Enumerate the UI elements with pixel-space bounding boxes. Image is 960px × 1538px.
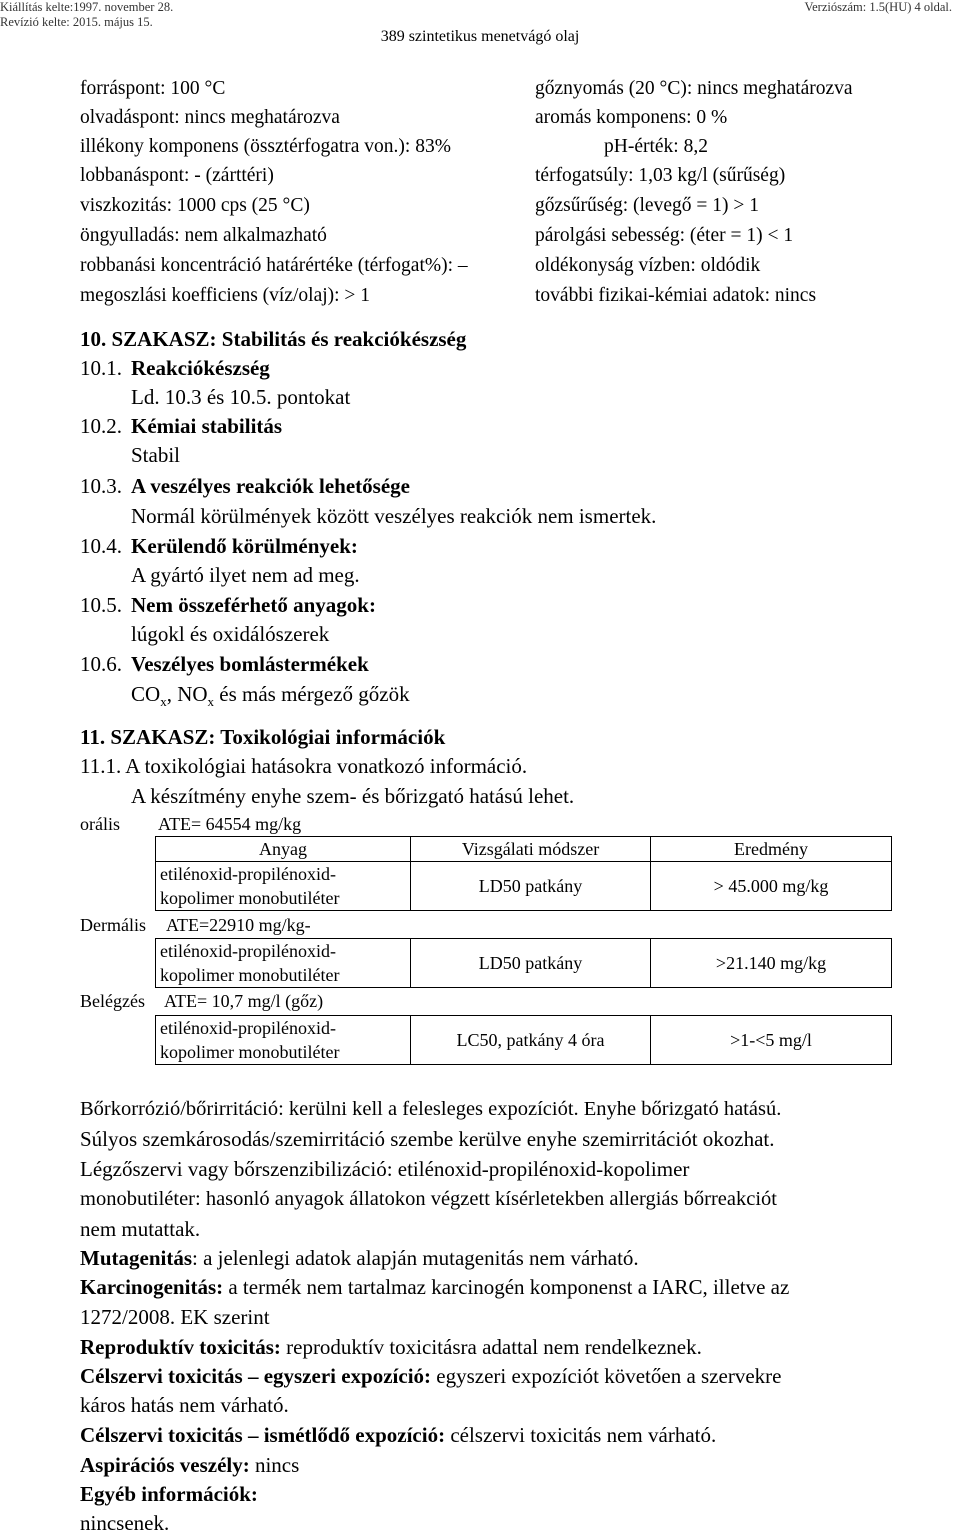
carcinogenicity-label: Karcinogenitás:: [80, 1275, 224, 1299]
tox-table-dermal: [155, 938, 892, 988]
subsection-heading: [80, 650, 369, 679]
subsection-11-1: 11.1. A toxikológiai hatásokra vonatkozó információ.: [80, 754, 528, 778]
reproductive-line: Reproduktív toxicitás: reproduktív toxicitásra adattal nem rendelkeznek.: [80, 1335, 702, 1359]
revision-date: Revízió kelte: 2015. május 15.: [0, 15, 153, 29]
sensitization-text-1: Légzőszervi vagy bőrszenzibilizáció: etilénoxid-propilénoxid-kopolimer: [80, 1157, 690, 1181]
table-cell-result: >21.140 mg/kg: [651, 939, 892, 988]
subsection-title: Nem összeférhető anyagok:: [131, 593, 376, 617]
oral-label: orális: [80, 814, 120, 834]
aspiration-label: Aspirációs veszély:: [80, 1453, 250, 1477]
stot-se-line-2: káros hatás nem várható.: [80, 1393, 289, 1417]
property-right: oldékonyság vízben: oldódik: [535, 255, 761, 276]
carcinogenicity-line: Karcinogenitás: a termék nem tartalmaz karcinogén komponenst a IARC, illetve az: [80, 1275, 790, 1299]
eye-irritation-text: Súlyos szemkárosodás/szemirritáció szembe kerülve enyhe szemirritációt okozhat.: [80, 1127, 775, 1151]
dermal-label: Dermális: [80, 915, 146, 935]
other-info-label: Egyéb információk:: [80, 1482, 258, 1506]
table-cell-method: LD50 patkány: [411, 939, 651, 988]
stot-re-label: Célszervi toxicitás – ismétlődő expozíció:: [80, 1423, 446, 1447]
subsection-text: Stabil: [131, 443, 181, 467]
version-info: Verziószám: 1.5(HU) 4 oldal.: [804, 0, 952, 14]
property-right: aromás komponens: 0 %: [535, 107, 728, 128]
table-cell-method: LC50, patkány 4 óra: [411, 1016, 651, 1065]
table-header: Eredmény: [651, 837, 892, 862]
stot-se-line: Célszervi toxicitás – egyszeri expozíció: egyszeri expozíciót követően a szervekre: [80, 1364, 782, 1388]
carcinogenicity-line-2: 1272/2008. EK szerint: [80, 1305, 270, 1329]
other-info-text: nincsenek.: [80, 1511, 170, 1535]
property-left: olvadáspont: nincs meghatározva: [80, 107, 340, 128]
subsection-heading: [80, 412, 282, 441]
table-header: Anyag: [156, 837, 411, 862]
reproductive-label: Reproduktív toxicitás:: [80, 1335, 281, 1359]
subsection-text: lúgokl és oxidálószerek: [131, 622, 330, 646]
property-left: megoszlási koefficiens (víz/olaj): > 1: [80, 285, 371, 306]
subsection-title: Veszélyes bomlástermékek: [131, 652, 369, 676]
table-cell-substance: etilénoxid-propilénoxid- kopolimer monobutiléter: [156, 862, 411, 911]
subsection-text: A gyártó ilyet nem ad meg.: [131, 563, 360, 587]
skin-irritation-text: Bőrkorrózió/bőrirritáció: kerülni kell a felesleges expozíciót. Enyhe bőrizgató hatású.: [80, 1098, 782, 1120]
issue-date: Kiállítás kelte:1997. november 28.: [0, 0, 174, 14]
table-cell-method: LD50 patkány: [411, 862, 651, 911]
tox-table-oral: [155, 836, 892, 911]
property-left: viszkozitás: 1000 cps (25 °C): [80, 195, 310, 216]
product-title: 389 szintetikus menetvágó olaj: [380, 28, 580, 45]
tox-intro: A készítmény enyhe szem- és bőrizgató hatású lehet.: [131, 784, 575, 808]
oral-ate: ATE= 64554 mg/kg: [158, 814, 302, 834]
property-right: gőzsűrűség: (levegő = 1) > 1: [535, 195, 759, 216]
property-right: pH-érték: 8,2: [604, 136, 708, 157]
aspiration-line: Aspirációs veszély: nincs: [80, 1453, 300, 1477]
table-cell-result: > 45.000 mg/kg: [651, 862, 892, 911]
subsection-title: Kémiai stabilitás: [131, 414, 283, 438]
property-right: gőznyomás (20 °C): nincs meghatározva: [535, 78, 853, 99]
table-cell-substance: etilénoxid-propilénoxid- kopolimer monobutiléter: [156, 1016, 411, 1065]
subsection-heading: [80, 354, 270, 383]
subsection-title: Kerülendő körülmények:: [131, 534, 358, 558]
subsection-heading: [80, 532, 358, 561]
inhalation-label: Belégzés: [80, 991, 145, 1011]
subsection-text: Normál körülmények között veszélyes reakciók nem ismertek.: [131, 504, 657, 528]
sensitization-text-2: monobutiléter: hasonló anyagok állatokon végzett kísérletekben allergiás bőrreakciót: [80, 1188, 777, 1210]
subsection-text: Ld. 10.3 és 10.5. pontokat: [131, 385, 351, 409]
subsection-number: 10.2.: [80, 414, 122, 438]
property-left: robbanási koncentráció határértéke (térfogat%): –: [80, 255, 468, 276]
mutagenicity-label: Mutagenitás: [80, 1246, 192, 1270]
subsection-number: 10.6.: [80, 652, 122, 676]
subsection-heading: [80, 591, 376, 620]
property-right: térfogatsúly: 1,03 kg/l (sűrűség): [535, 165, 786, 186]
tox-table-inhalation: [155, 1015, 892, 1065]
table-cell-result: >1-<5 mg/l: [651, 1016, 892, 1065]
section-10-title: 10. SZAKASZ: Stabilitás és reakciókészség: [80, 327, 467, 351]
sensitization-text-3: nem mutattak.: [80, 1217, 201, 1241]
subsection-title: A veszélyes reakciók lehetősége: [131, 474, 410, 498]
property-left: lobbanáspont: - (zárttéri): [80, 165, 274, 186]
stot-se-label: Célszervi toxicitás – egyszeri expozíció:: [80, 1364, 432, 1388]
subsection-title: Reakciókészség: [131, 356, 270, 380]
subsection-text: $CO_x$, $NO_x$ és más mérgező gőzök: [131, 682, 410, 710]
table-header: Vizsgálati módszer: [411, 837, 651, 862]
property-right: további fizikai-kémiai adatok: nincs: [535, 285, 817, 306]
property-left: öngyulladás: nem alkalmazható: [80, 225, 327, 246]
inhalation-ate: ATE= 10,7 mg/l (gőz): [164, 991, 324, 1011]
property-right: párolgási sebesség: (éter = 1) < 1: [535, 225, 794, 246]
table-cell-substance: etilénoxid-propilénoxid- kopolimer monobutiléter: [156, 939, 411, 988]
stot-re-line: Célszervi toxicitás – ismétlődő expozíció: célszervi toxicitás nem várható.: [80, 1423, 717, 1447]
property-left: forráspont: 100 °C: [80, 78, 226, 99]
mutagenicity-line: Mutagenitás: a jelenlegi adatok alapján mutagenitás nem várható.: [80, 1246, 639, 1270]
subsection-number: 10.1.: [80, 356, 122, 380]
subsection-number: 10.4.: [80, 534, 122, 558]
subsection-heading: [80, 472, 410, 501]
subsection-number: 10.5.: [80, 593, 122, 617]
property-left: illékony komponens (össztérfogatra von.): 83%: [80, 136, 451, 157]
section-11-title: 11. SZAKASZ: Toxikológiai információk: [80, 725, 446, 749]
subsection-number: 10.3.: [80, 474, 122, 498]
dermal-ate: ATE=22910 mg/kg-: [166, 915, 311, 935]
